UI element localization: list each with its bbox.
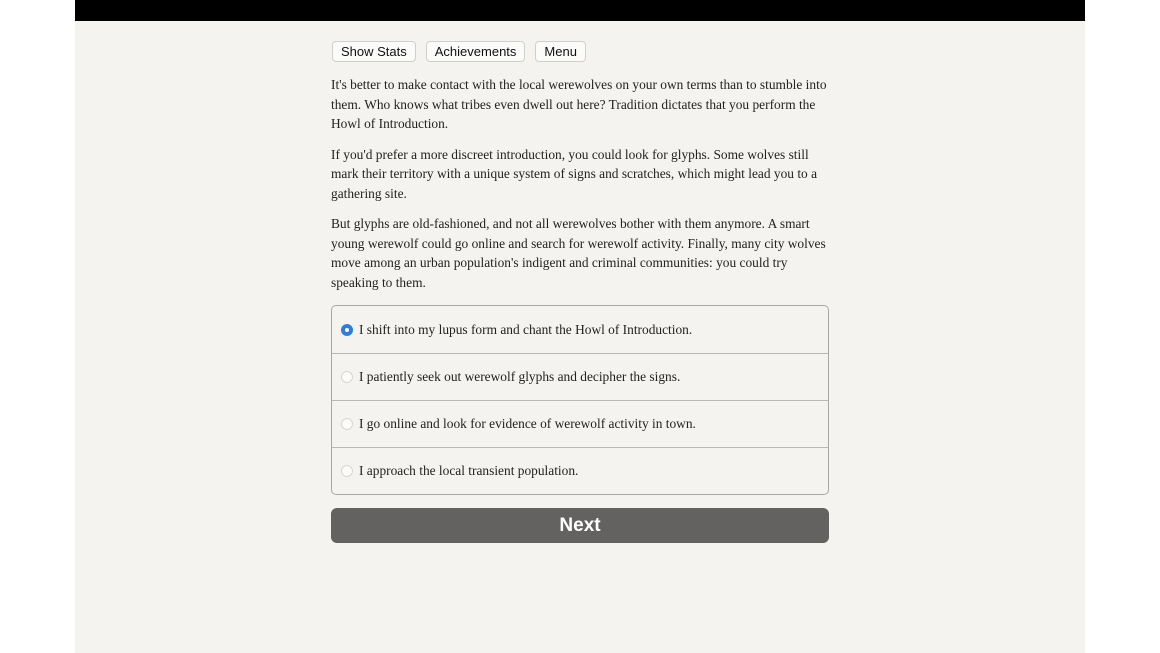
menu-button[interactable]: Menu: [535, 41, 586, 62]
choice-label: I patiently seek out werewolf glyphs and decipher the signs.: [359, 369, 681, 384]
toolbar: [332, 41, 829, 62]
next-button[interactable]: Next: [331, 508, 829, 543]
top-bar: [75, 0, 1085, 21]
choice-list: [331, 305, 829, 495]
choice-option-howl[interactable]: [332, 306, 828, 353]
story-paragraph: But glyphs are old-fashioned, and not all werewolves bother with them anymore. A smart young werewolf could go online and search for werewolf activity. Finally, many city wolves move among an urban population's indigent and criminal communities: you could try speaking to them.: [331, 216, 826, 290]
radio-unselected-icon[interactable]: [341, 465, 353, 477]
choice-label: I shift into my lupus form and chant the Howl of Introduction.: [359, 321, 693, 337]
choice-option-glyphs[interactable]: [332, 353, 828, 400]
radio-unselected-icon[interactable]: [341, 418, 353, 430]
achievements-button[interactable]: Achievements: [426, 41, 526, 62]
story-paragraph: If you'd prefer a more discreet introduction, you could look for glyphs. Some wolves still mark their territory with a unique system of signs and scratches, which might lead you to a gathering site.: [331, 146, 818, 201]
radio-unselected-icon[interactable]: [341, 371, 353, 383]
radio-selected-icon[interactable]: [341, 324, 353, 336]
show-stats-button[interactable]: Show Stats: [332, 41, 416, 62]
choice-option-online[interactable]: [332, 400, 828, 447]
story-content: [331, 41, 829, 543]
choice-label: I approach the local transient population.: [359, 463, 579, 478]
story-text: [331, 75, 829, 292]
game-page: [75, 0, 1085, 653]
choice-option-transient[interactable]: [332, 447, 828, 494]
story-paragraph: It's better to make contact with the local werewolves on your own terms than to stumble into them. Who knows what tribes even dwell out here? Tradition dictates that you perform the Howl of Introduction.: [331, 77, 827, 131]
choice-label: I go online and look for evidence of werewolf activity in town.: [359, 416, 696, 431]
